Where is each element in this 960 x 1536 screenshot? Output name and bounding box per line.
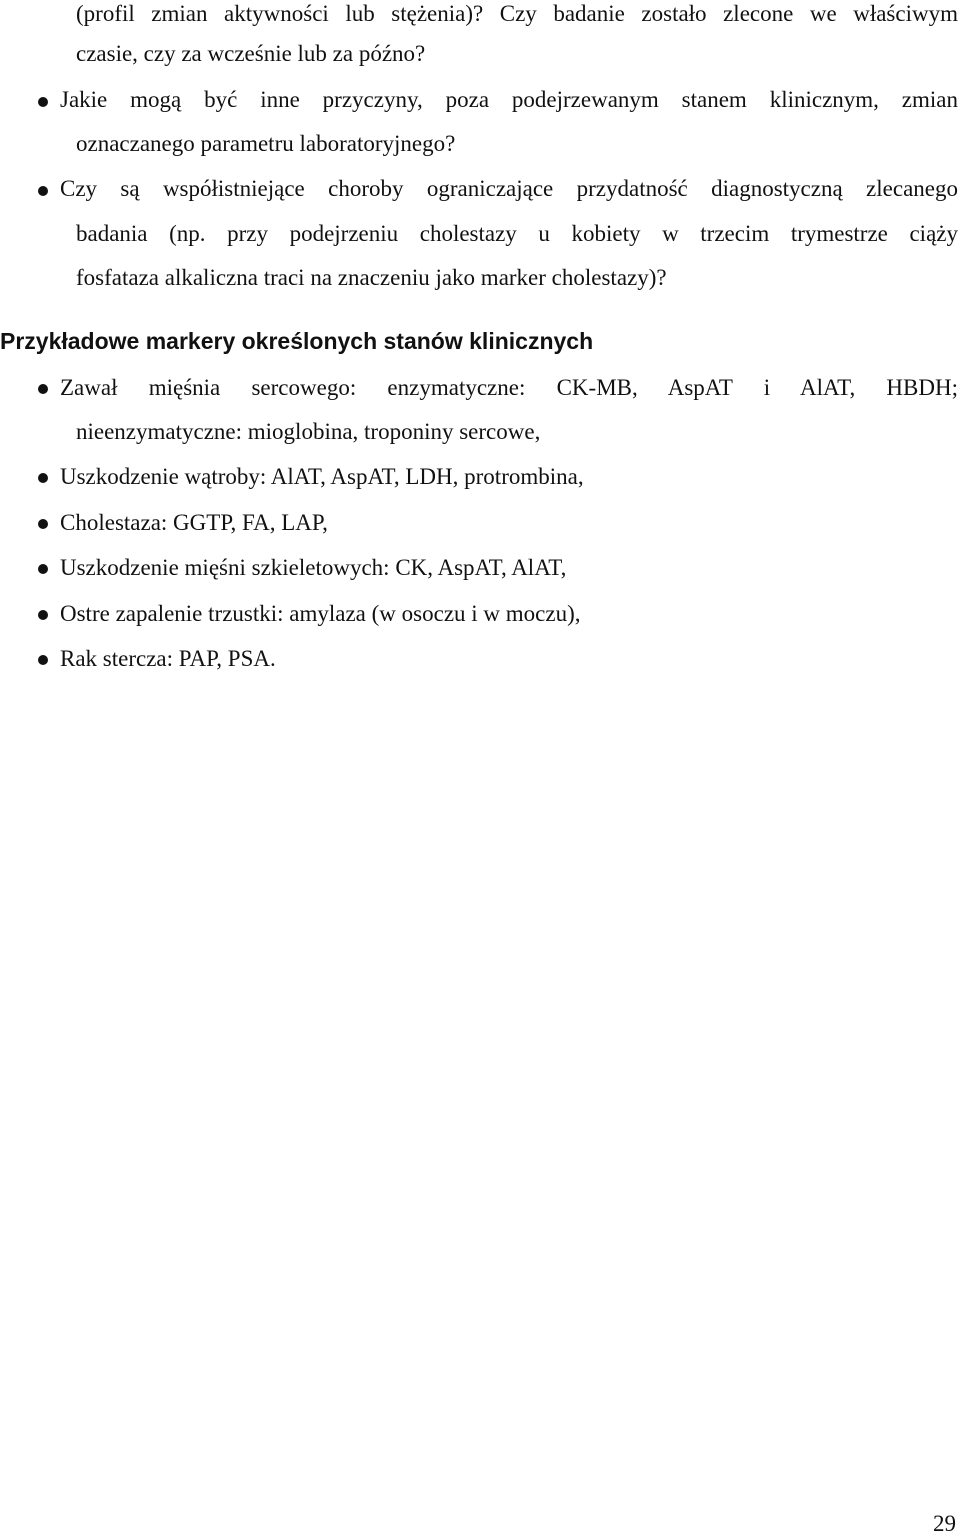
question-1-line-1: Jakie mogą być inne przyczyny, poza podejrzewanym stanem klinicznym, zmian [60, 87, 958, 112]
question-1-line-2: oznaczanego parametru laboratoryjnego? [76, 131, 456, 156]
question-2-line-2: badania (np. przy podejrzeniu cholestazy u kobiety w trzecim trymestrze ciąży [76, 221, 958, 246]
bullet-icon [38, 97, 48, 107]
marker-item-3: Cholestaza: GGTP, FA, LAP, [60, 510, 328, 535]
continuation-line-1: (profil zmian aktywności lub stężenia)? Czy badanie zostało zlecone we właściwym [76, 1, 958, 26]
marker-item-2: Uszkodzenie wątroby: AlAT, AspAT, LDH, protrombina, [60, 464, 584, 489]
bullet-icon [38, 655, 48, 665]
marker-item-6: Rak stercza: PAP, PSA. [60, 646, 276, 671]
marker-item-5: Ostre zapalenie trzustki: amylaza (w osoczu i w moczu), [60, 601, 581, 626]
bullet-icon [38, 564, 48, 574]
section-heading: Przykładowe markery określonych stanów klinicznych [0, 328, 594, 354]
bullet-icon [38, 519, 48, 529]
marker-item-4: Uszkodzenie mięśni szkieletowych: CK, AspAT, AlAT, [60, 555, 567, 580]
bullet-icon [38, 186, 48, 196]
question-2-line-3: fosfataza alkaliczna traci na znaczeniu jako marker cholestazy)? [76, 265, 667, 290]
bullet-icon [38, 473, 48, 483]
bullet-icon [38, 610, 48, 620]
marker-item-1-line-2: nieenzymatyczne: mioglobina, troponiny sercowe, [76, 419, 541, 444]
question-2-line-1: Czy są współistniejące choroby ograniczające przydatność diagnostyczną zlecanego [60, 176, 958, 201]
continuation-line-2: czasie, czy za wcześnie lub za późno? [76, 41, 426, 66]
marker-item-1-line-1: Zawał mięśnia sercowego: enzymatyczne: CK-MB, AspAT i AlAT, HBDH; [60, 375, 958, 400]
page-number: 29 [933, 1511, 956, 1536]
bullet-icon [38, 384, 48, 394]
